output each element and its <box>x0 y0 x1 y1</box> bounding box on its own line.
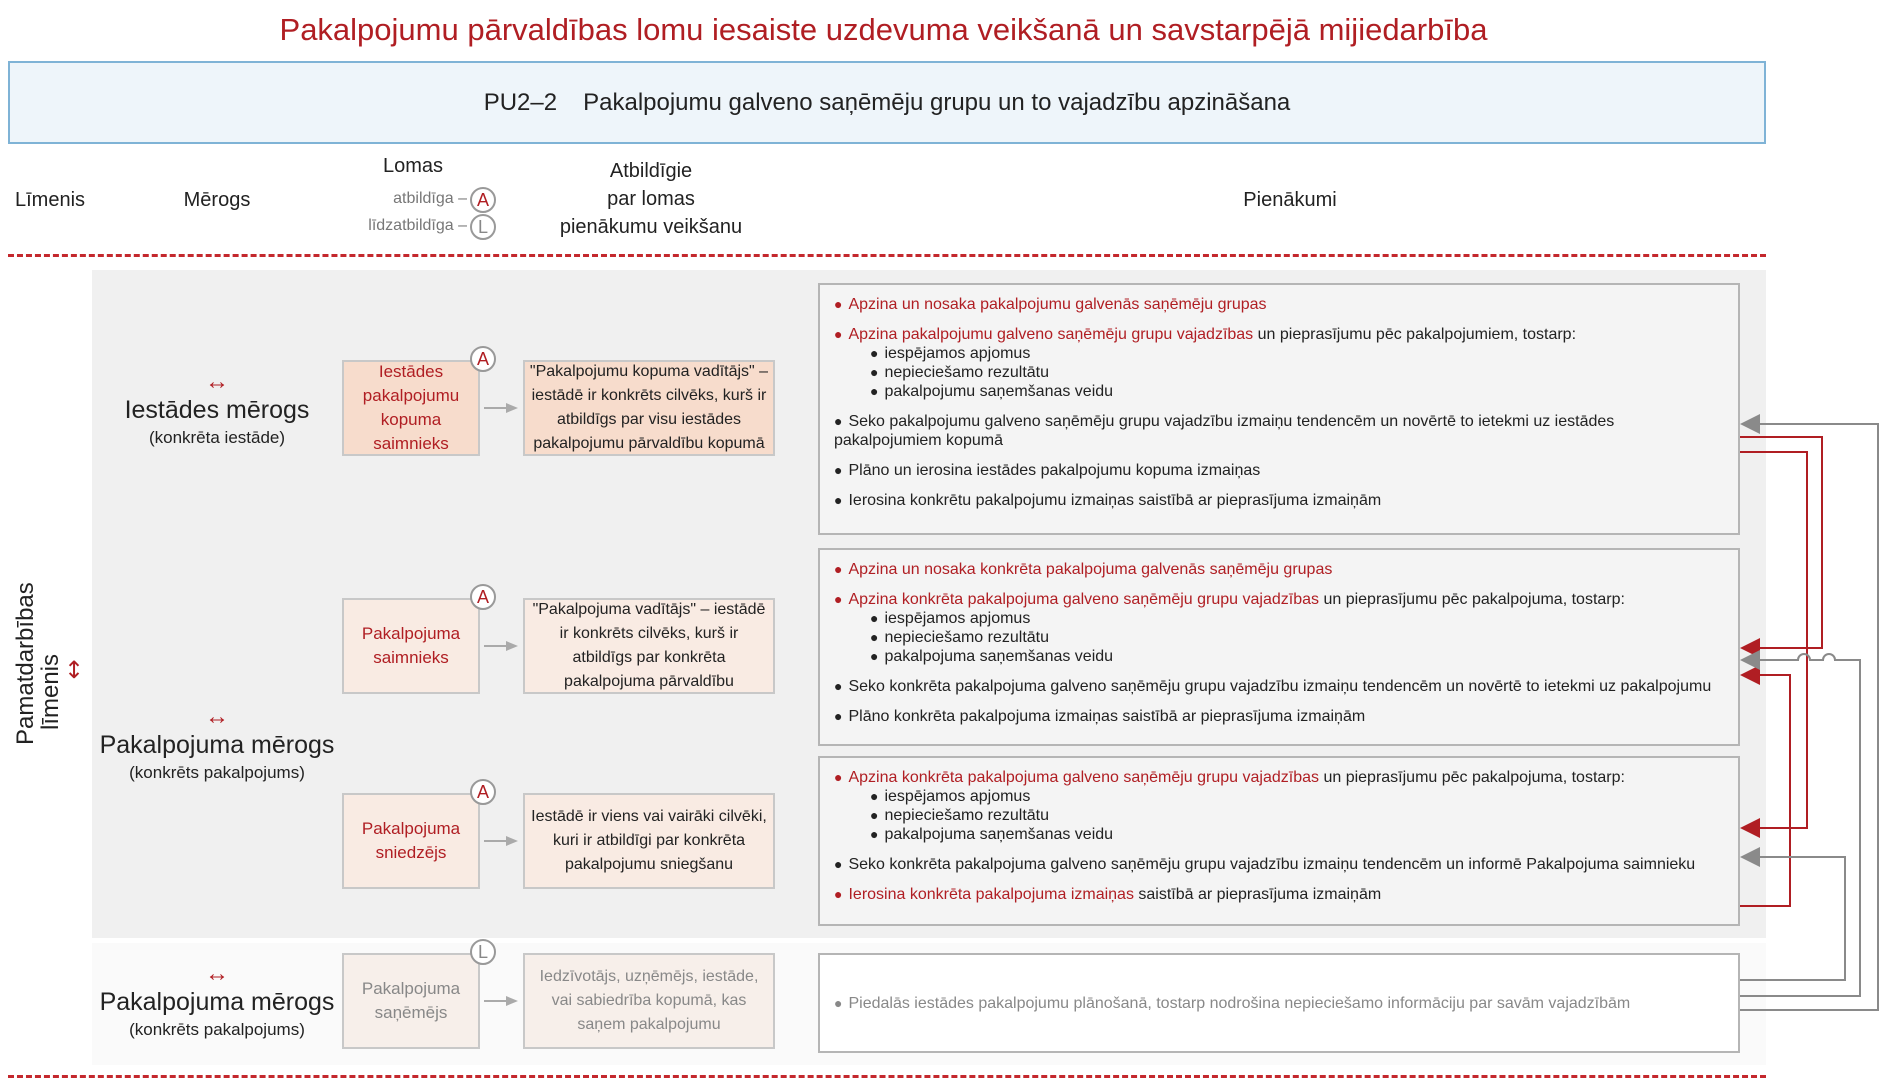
header-roles: Lomas <box>382 155 444 177</box>
connector-red <box>1740 452 1807 828</box>
bullet-icon: ● <box>834 413 843 429</box>
duty-text: Ierosina konkrētu pakalpojumu izmaiņas saistībā ar pieprasījuma izmaiņām <box>848 492 1382 509</box>
bullet-icon: ● <box>834 492 843 508</box>
responsible-box-service-manager: "Pakalpojuma vadītājs" – iestādē ir konkrēts cilvēks, kurš ir atbildīgs par konkrēta pakalpojuma pārvaldību <box>523 598 775 694</box>
scale-name: Pakalpojuma mērogs <box>99 988 335 1016</box>
scale-name: Pakalpojuma mērogs <box>99 731 335 759</box>
scale-sub: (konkrēta iestāde) <box>148 428 286 447</box>
duty-text: Seko konkrēta pakalpojuma galveno saņēmēju grupu vajadzību izmaiņu tendencēm un novērtē to ietekmi uz pakalpojumu <box>848 678 1712 695</box>
duty-text-highlight: Apzina konkrēta pakalpojuma galveno saņēmēju grupu vajadzības <box>848 769 1319 786</box>
task-title: Pakalpojumu galveno saņēmēju grupu un to vajadzību apzināšana <box>583 88 1291 116</box>
bullet-icon: ● <box>834 886 843 902</box>
duty-text: Apzina un nosaka konkrēta pakalpojuma galvenās saņēmēju grupas <box>848 561 1333 578</box>
divider-bottom <box>8 1075 1766 1078</box>
bullet-icon: ● <box>870 648 879 664</box>
bullet-icon: ● <box>870 383 879 399</box>
role-box-service-provider: Pakalpojuma sniedzējs <box>342 793 480 889</box>
duty-text: Plāno un ierosina iestādes pakalpojumu kopuma izmaiņas <box>848 462 1261 479</box>
connector-gray <box>1740 857 1845 980</box>
bullet-icon: ● <box>834 769 843 785</box>
duty-subitem-text: iespējamos apjomus <box>884 345 1031 362</box>
duty-subitem-text: pakalpojuma saņemšanas veidu <box>884 826 1114 843</box>
duty-text-highlight: Apzina pakalpojumu galveno saņēmēju grupu vajadzības <box>848 326 1254 343</box>
duty-subitem-text: iespējamos apjomus <box>884 788 1031 805</box>
level-arrow-icon: ↕ <box>64 656 85 684</box>
header-responsible-line2: par lomas <box>607 188 695 210</box>
duty-text-highlight: Apzina konkrēta pakalpojuma galveno saņēmēju grupu vajadzības <box>848 591 1319 608</box>
bullet-icon: ● <box>834 296 843 312</box>
duty-text: Piedalās iestādes pakalpojumu plānošanā, tostarp nodrošina nepieciešamo informāciju par savām vajadzībām <box>848 994 1631 1012</box>
duty-text: Seko pakalpojumu galveno saņēmēju grupu vajadzību izmaiņu tendencēm un novērtē to ietekmi uz iestādes pakalpojumiem kopumā <box>834 413 1615 449</box>
duty-text: un pieprasījumu pēc pakalpojumiem, tostarp: <box>1253 326 1577 343</box>
scale-sub: (konkrēts pakalpojums) <box>129 763 305 782</box>
bullet-icon: ● <box>870 629 879 645</box>
header-level: Līmenis <box>14 189 86 211</box>
badge-l-icon: L <box>470 214 496 240</box>
scale-name: Iestādes mērogs <box>124 396 310 424</box>
bullet-icon: ● <box>834 994 843 1011</box>
header-duties: Pienākumi <box>1243 189 1337 211</box>
badge-a-icon: A <box>470 584 496 610</box>
scale-sub: (konkrēts pakalpojums) <box>129 1020 305 1039</box>
bullet-icon: ● <box>834 462 843 478</box>
bullet-icon: ● <box>834 561 843 577</box>
bullet-icon: ● <box>834 591 843 607</box>
role-box-portfolio-owner: Iestādes pakalpojumu kopuma saimnieks <box>342 360 480 456</box>
level-label-line1: Pamatdarbības <box>12 582 39 745</box>
duty-text: saistībā ar pieprasījuma izmaiņām <box>1133 886 1382 903</box>
badge-a-icon: A <box>470 187 496 213</box>
duty-text: Apzina un nosaka pakalpojumu galvenās saņēmēju grupas <box>848 296 1267 313</box>
bullet-icon: ● <box>870 807 879 823</box>
legend-coresponsible-text: līdzatbildīga – <box>368 217 467 234</box>
header-responsible-line3: pienākumu veikšanu <box>559 216 743 238</box>
page-title: Pakalpojumu pārvaldības lomu iesaiste uzdevuma veikšanā un savstarpējā mijiedarbība <box>279 12 1488 47</box>
duty-subitem-text: pakalpojuma saņemšanas veidu <box>884 648 1114 665</box>
duty-subitem-text: nepieciešamo rezultātu <box>884 629 1050 646</box>
bullet-icon: ● <box>834 708 843 724</box>
level-label-line2: līmenis <box>37 653 64 730</box>
header-scale: Mērogs <box>183 189 251 211</box>
responsible-box-service-staff: Iestādē ir viens vai vairāki cilvēki, kuri ir atbildīgi par konkrēta pakalpojumu sniegšanu <box>523 793 775 889</box>
task-code: PU2–2 <box>483 88 558 116</box>
connector-red <box>1740 437 1822 648</box>
badge-l-icon: L <box>470 939 496 965</box>
bullet-icon: ● <box>870 788 879 804</box>
duty-subitem-text: pakalpojumu saņemšanas veidu <box>884 383 1114 400</box>
duty-subitem-text: nepieciešamo rezultātu <box>884 807 1050 824</box>
bullet-icon: ● <box>834 856 843 872</box>
duty-text: un pieprasījumu pēc pakalpojuma, tostarp: <box>1319 769 1625 786</box>
badge-a-icon: A <box>470 779 496 805</box>
legend-responsible-text: atbildīga – <box>393 190 467 207</box>
duty-text-highlight: Ierosina konkrēta pakalpojuma izmaiņas <box>848 886 1134 903</box>
responsible-box-recipient: Iedzīvotājs, uzņēmējs, iestāde, vai sabiedrība kopumā, kas saņem pakalpojumu <box>523 953 775 1049</box>
connector-gray <box>1740 424 1878 1010</box>
connector-red <box>1740 675 1790 906</box>
responsible-box-portfolio-manager: "Pakalpojumu kopuma vadītājs" – iestādē ir konkrēts cilvēks, kurš ir atbildīgs par visu iestādes pakalpojumu pārvaldību kopumā <box>523 360 775 456</box>
badge-a-icon: A <box>470 346 496 372</box>
duty-subitem-text: iespējamos apjomus <box>884 610 1031 627</box>
bullet-icon: ● <box>834 678 843 694</box>
bullet-icon: ● <box>870 364 879 380</box>
scale-arrow-icon: ↔ <box>205 368 229 395</box>
header-responsible-line1: Atbildīgie <box>609 160 693 182</box>
scale-arrow-icon: ↔ <box>205 703 229 730</box>
bullet-icon: ● <box>834 326 843 342</box>
bullet-icon: ● <box>870 610 879 626</box>
scale-arrow-icon: ↔ <box>205 960 229 987</box>
duty-text: Seko konkrēta pakalpojuma galveno saņēmēju grupu vajadzību izmaiņu tendencēm un informē Pakalpojuma saimnieku <box>848 856 1696 873</box>
connector-gray <box>1740 654 1860 996</box>
duty-text: Plāno konkrēta pakalpojuma izmaiņas saistībā ar pieprasījuma izmaiņām <box>848 708 1366 725</box>
duty-subitem-text: nepieciešamo rezultātu <box>884 364 1050 381</box>
role-box-service-recipient: Pakalpojuma saņēmējs <box>342 953 480 1049</box>
bullet-icon: ● <box>870 826 879 842</box>
bullet-icon: ● <box>870 345 879 361</box>
role-box-service-owner: Pakalpojuma saimnieks <box>342 598 480 694</box>
duty-text: un pieprasījumu pēc pakalpojuma, tostarp: <box>1319 591 1625 608</box>
